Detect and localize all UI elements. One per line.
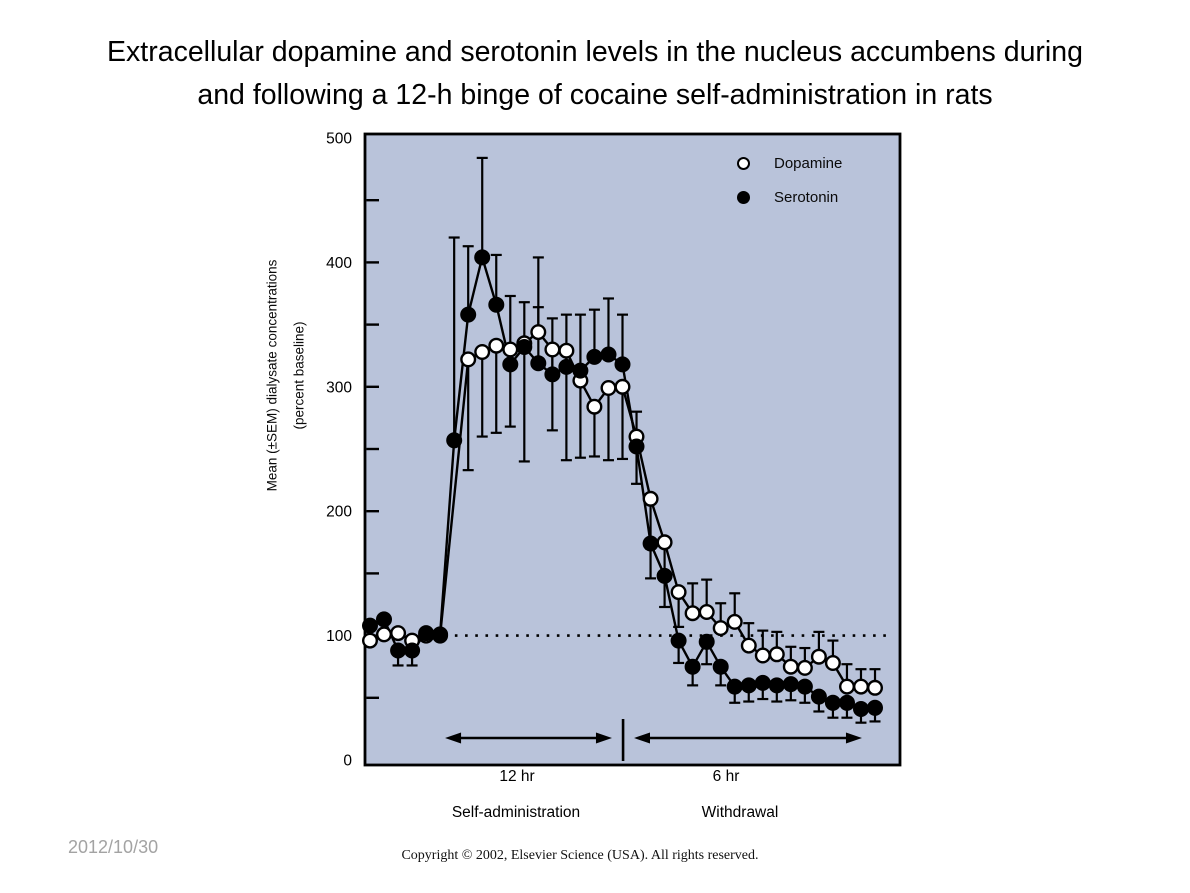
svg-text:0: 0 <box>343 752 352 770</box>
legend-item-dopamine <box>737 146 842 180</box>
slide-date: 2012/10/30 <box>68 837 159 857</box>
phase-duration-withdrawal: 6 hr <box>712 768 740 785</box>
phase-label-withdrawal: Withdrawal <box>701 804 779 821</box>
title-line-2: and following a 12-h binge of cocaine self-administration in rats <box>197 79 993 111</box>
serotonin-filled-circle-icon <box>737 191 750 204</box>
y-axis-title-line-1: Mean (±SEM) dialysate concentrations <box>264 259 280 492</box>
dopamine-open-circle-icon <box>737 157 750 170</box>
phase-duration-self-administration: 12 hr <box>499 768 535 785</box>
legend-label-serotonin: Serotonin <box>774 188 839 206</box>
svg-text:100: 100 <box>326 628 352 646</box>
legend-item-serotonin <box>737 180 842 214</box>
phase-label-self-administration: Self-administration <box>451 804 581 821</box>
svg-text:400: 400 <box>326 254 352 272</box>
legend-label-dopamine: Dopamine <box>774 154 843 172</box>
svg-text:300: 300 <box>326 379 352 397</box>
copyright-notice: Copyright © 2002, Elsevier Science (USA). All rights reserved. <box>401 848 759 863</box>
title-line-1: Extracellular dopamine and serotonin levels in the nucleus accumbens during <box>107 36 1083 68</box>
svg-text:200: 200 <box>326 503 352 521</box>
legend <box>737 146 842 214</box>
svg-text:500: 500 <box>326 130 352 148</box>
y-axis-title-line-2: (percent baseline) <box>291 321 307 430</box>
